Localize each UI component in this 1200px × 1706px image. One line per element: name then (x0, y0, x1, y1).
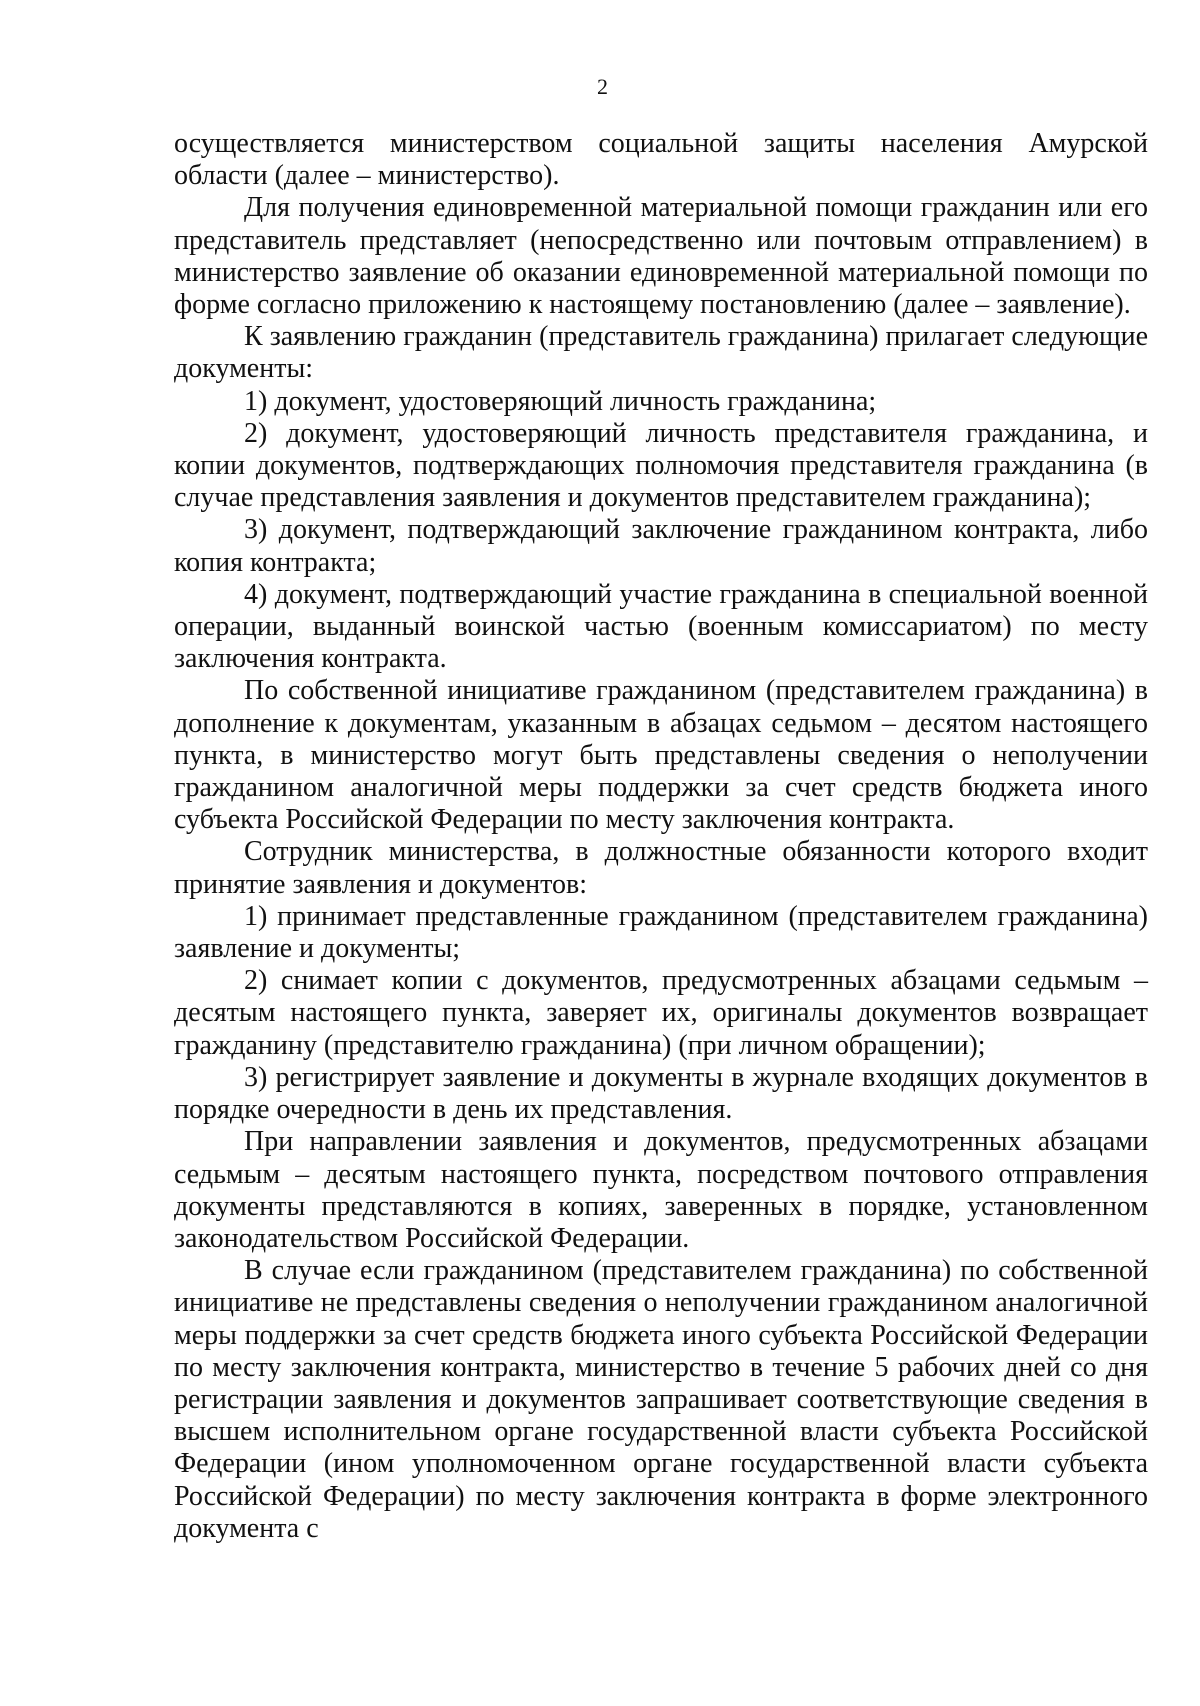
list-item-duty-2: 2) снимает копии с документов, предусмотренных абзацами седьмым – десятым настоящего пункта, заверяет их, оригиналы документов возвращает гражданину (представителю гражданина) (при личном обращении); (174, 965, 1148, 1061)
paragraph-information-request: В случае если гражданином (представителем гражданина) по собственной инициативе не представлены сведения о неполучении гражданином аналогичной меры поддержки за счет средств бюджета иного субъекта Российской Федерации по месту заключения контракта, министерство в течение 5 рабочих дней со дня регистрации заявления и документов запрашивает соответствующие сведения в высшем исполнительном органе государственной власти субъекта Российской Федерации (ином уполномоченном органе государственной власти субъекта Российской Федерации) по месту заключения контракта в форме электронного документа с (174, 1255, 1148, 1544)
list-item-duty-1: 1) принимает представленные гражданином (представителем гражданина) заявление и документы; (174, 900, 1148, 965)
list-item-document-4: 4) документ, подтверждающий участие гражданина в специальной военной операции, выданный воинской частью (военным комиссариатом) по месту заключения контракта. (174, 578, 1148, 675)
paragraph-application-submission: Для получения единовременной материальной помощи гражданин или его представитель представляет (непосредственно или почтовым отправлением) в министерство заявление об оказании единовременной материальной помощи по форме согласно приложению к настоящему постановлению (далее – заявление). (174, 192, 1148, 321)
paragraph-postal-submission: При направлении заявления и документов, предусмотренных абзацами седьмым – десятым настоящего пункта, посредством почтового отправления документы представляются в копиях, заверенных в порядке, установленном законодательством Российской Федерации. (174, 1126, 1148, 1254)
document-body (174, 128, 1148, 1545)
page-number: 2 (597, 74, 608, 99)
list-item-document-2: 2) документ, удостоверяющий личность представителя гражданина, и копии документов, подтверждающих полномочия представителя гражданина (в случае представления заявления и документов представителем гражданина); (174, 417, 1148, 514)
paragraph-own-initiative: По собственной инициативе гражданином (представителем гражданина) в дополнение к документам, указанным в абзацах седьмом – десятом настоящего пункта, в министерство могут быть представлены сведения о неполучении гражданином аналогичной меры поддержки за счет средств бюджета иного субъекта Российской Федерации по месту заключения контракта. (174, 675, 1148, 836)
list-item-document-1: 1) документ, удостоверяющий личность гражданина; (244, 385, 877, 417)
list-item-document-3: 3) документ, подтверждающий заключение гражданином контракта, либо копия контракта; (174, 514, 1148, 578)
paragraph-documents-intro: К заявлению гражданин (представитель гражданина) прилагает следующие документы: (174, 321, 1148, 385)
list-item-duty-3: 3) регистрирует заявление и документы в журнале входящих документов в порядке очередности в день их представления. (174, 1061, 1148, 1126)
paragraph-employee-duties: Сотрудник министерства, в должностные обязанности которого входит принятие заявления и документов: (174, 836, 1148, 900)
paragraph-continuation: осуществляется министерством социальной защиты населения Амурской области (далее – министерство). (174, 128, 1148, 192)
